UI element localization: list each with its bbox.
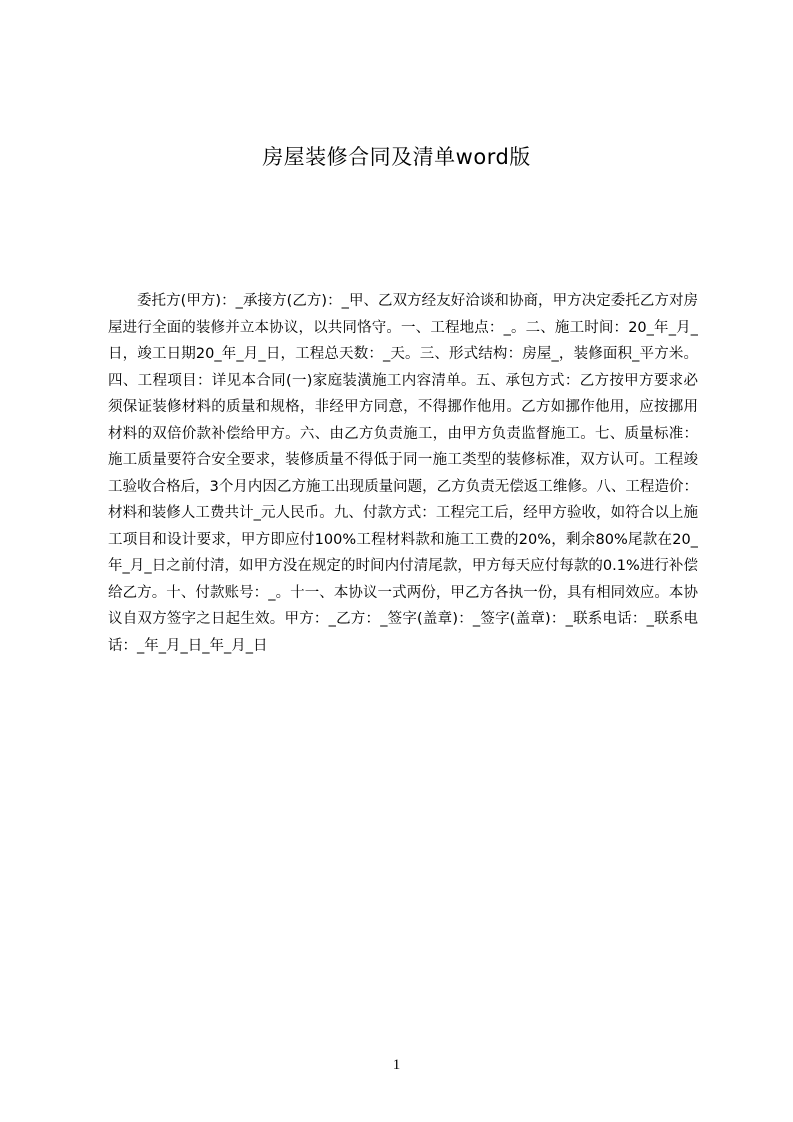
page-number: 1 <box>392 1057 401 1073</box>
contract-body-paragraph: 委托方(甲方)：_承接方(乙方)：_甲、乙双方经友好洽谈和协商，甲方决定委托乙方对房屋进行全面的装修并立本协议，以共同恪守。一、工程地点：_。二、施工时间：20_年_月_日，竣工日期20_年_月_日，工程总天数：_天。三、形式结构：房屋_，装修面积_平方米。四、工程项目：详见本合同(一)家庭装潢施工内容清单。五、承包方式：乙方按甲方要求必须保证装修材料的质量和规格，非经甲方同意，不得挪作他用。乙方如挪作他用，应按挪用材料的双倍价款补偿给甲方。六、由乙方负责施工，由甲方负责监督施工。七、质量标准：施工质量要符合安全要求，装修质量不得低于同一施工类型的装修标准，双方认可。工程竣工验收合格后，3个月内因乙方施工出现质量问题，乙方负责无偿返工维修。八、工程造价：材料和装修人工费共计_元人民币。九、付款方式：工程完工后，经甲方验收，如符合以上施工项目和设计要求，甲方即应付100%工程材料款和施工工费的20%，剩余80%尾款在20_年_月_日之前付清，如甲方没在规定的时间内付清尾款，甲方每天应付每款的0.1%进行补偿给乙方。十、付款账号：_。十一、本协议一式两份，甲乙方各执一份，具有相同效应。本协议自双方签字之日起生效。甲方：_乙方：_签字(盖章)：_签字(盖章)：_联系电话：_联系电话：_年_月_日_年_月_日 <box>108 293 698 654</box>
document-title: 房屋装修合同及清单word版 <box>262 145 531 169</box>
